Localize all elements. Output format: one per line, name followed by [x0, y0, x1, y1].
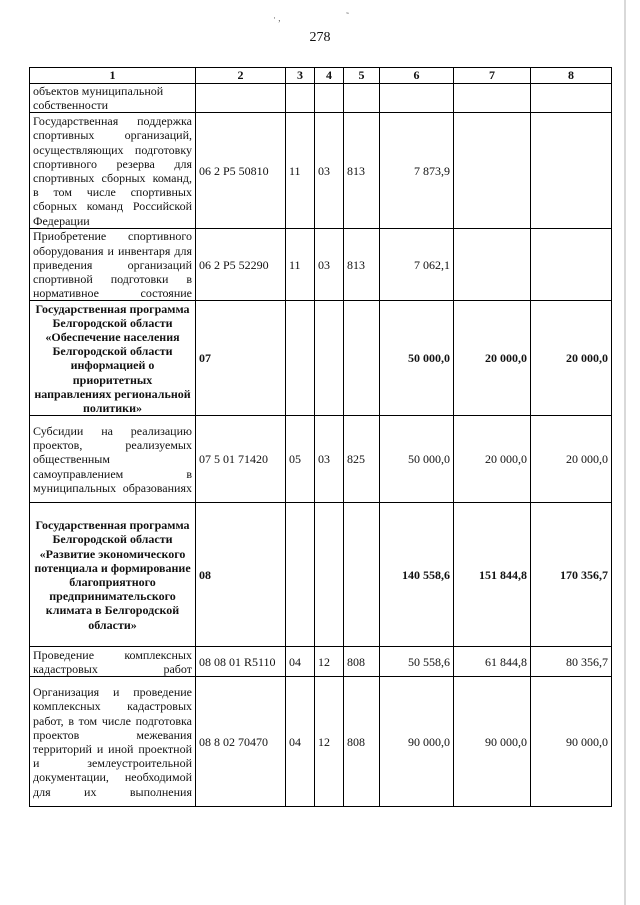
row-amount-col6: 50 558,6 [380, 647, 454, 677]
scan-mark: ˜ [346, 11, 349, 21]
row-amount-col7: 151 844,8 [454, 503, 531, 647]
row-expense-type: 813 [344, 113, 380, 229]
row-amount-col8: 80 356,7 [531, 647, 612, 677]
row-subsection: 03 [315, 416, 344, 503]
column-header: 2 [196, 68, 286, 84]
row-amount-col8: 90 000,0 [531, 677, 612, 807]
row-amount-col6: 50 000,0 [380, 301, 454, 416]
table-row [30, 416, 612, 503]
row-amount-col6: 140 558,6 [380, 503, 454, 647]
row-section: 04 [286, 647, 315, 677]
column-header: 8 [531, 68, 612, 84]
row-name: Приобретение спортивного оборудования и инвентаря для приведения организаций спортивной подготовки в нормативное состояние [30, 229, 196, 301]
row-amount-col8 [531, 229, 612, 301]
row-amount-col7 [454, 84, 531, 113]
row-code [196, 84, 286, 113]
row-amount-col6: 50 000,0 [380, 416, 454, 503]
table-row-program [30, 301, 612, 416]
row-name: Государственная программа Белгородской области «Обеспечение населения Белгородской области информацией о приоритетных направлениях региональной политики» [30, 301, 196, 416]
row-expense-type [344, 503, 380, 647]
scan-edge-shadow [624, 0, 626, 905]
column-header: 3 [286, 68, 315, 84]
column-header: 4 [315, 68, 344, 84]
row-name: Организация и проведение комплексных кадастровых работ, в том числе подготовка проектов межевания территорий и иной проектной и землеустроительной документации, необходимой для их выполнения [30, 677, 196, 807]
row-code: 06 2 P5 50810 [196, 113, 286, 229]
row-amount-col7 [454, 229, 531, 301]
table-row [30, 677, 612, 807]
table-row [30, 229, 612, 301]
row-section [286, 84, 315, 113]
table-row-program [30, 503, 612, 647]
row-subsection: 12 [315, 647, 344, 677]
row-expense-type: 813 [344, 229, 380, 301]
row-code: 08 08 01 R5110 [196, 647, 286, 677]
row-expense-type [344, 301, 380, 416]
row-amount-col7: 20 000,0 [454, 416, 531, 503]
row-subsection [315, 301, 344, 416]
row-amount-col8 [531, 84, 612, 113]
row-amount-col7: 90 000,0 [454, 677, 531, 807]
row-subsection: 12 [315, 677, 344, 807]
row-name: Проведение комплексных кадастровых работ [30, 647, 196, 677]
column-header: 5 [344, 68, 380, 84]
row-code: 08 [196, 503, 286, 647]
row-section: 11 [286, 113, 315, 229]
row-amount-col8: 20 000,0 [531, 416, 612, 503]
row-subsection [315, 503, 344, 647]
row-expense-type: 825 [344, 416, 380, 503]
scan-mark: · , [273, 13, 281, 23]
row-subsection: 03 [315, 229, 344, 301]
row-amount-col6 [380, 84, 454, 113]
row-subsection: 03 [315, 113, 344, 229]
row-name: Государственная программа Белгородской области «Развитие экономического потенциала и формирование благоприятного предпринимательского климата в Белгородской области» [30, 503, 196, 647]
page-number: 278 [309, 30, 331, 45]
row-name: Государственная поддержка спортивных организаций, осуществляющих подготовку спортивного резерва для спортивных сборных команд, в том числе спортивных сборных команд Российской Федерации [30, 113, 196, 229]
row-section: 04 [286, 677, 315, 807]
row-section [286, 503, 315, 647]
column-header: 7 [454, 68, 531, 84]
row-amount-col7 [454, 113, 531, 229]
row-section: 11 [286, 229, 315, 301]
row-code: 07 [196, 301, 286, 416]
row-amount-col6: 90 000,0 [380, 677, 454, 807]
row-code: 07 5 01 71420 [196, 416, 286, 503]
row-amount-col8: 170 356,7 [531, 503, 612, 647]
row-name: Субсидии на реализацию проектов, реализуемых общественным самоуправлением в муниципальных образованиях [30, 416, 196, 503]
row-section: 05 [286, 416, 315, 503]
budget-table [29, 67, 612, 807]
table-header-row [30, 68, 612, 84]
row-expense-type: 808 [344, 677, 380, 807]
row-expense-type: 808 [344, 647, 380, 677]
row-amount-col6: 7 062,1 [380, 229, 454, 301]
row-subsection [315, 84, 344, 113]
row-expense-type [344, 84, 380, 113]
row-code: 08 8 02 70470 [196, 677, 286, 807]
row-code: 06 2 P5 52290 [196, 229, 286, 301]
row-amount-col7: 20 000,0 [454, 301, 531, 416]
row-amount-col7: 61 844,8 [454, 647, 531, 677]
row-amount-col8: 20 000,0 [531, 301, 612, 416]
row-name: объектов муниципальной собственности [30, 84, 196, 113]
row-section [286, 301, 315, 416]
table-row [30, 113, 612, 229]
table-row [30, 84, 612, 113]
column-header: 1 [30, 68, 196, 84]
row-amount-col8 [531, 113, 612, 229]
table-row [30, 647, 612, 677]
column-header: 6 [380, 68, 454, 84]
row-amount-col6: 7 873,9 [380, 113, 454, 229]
